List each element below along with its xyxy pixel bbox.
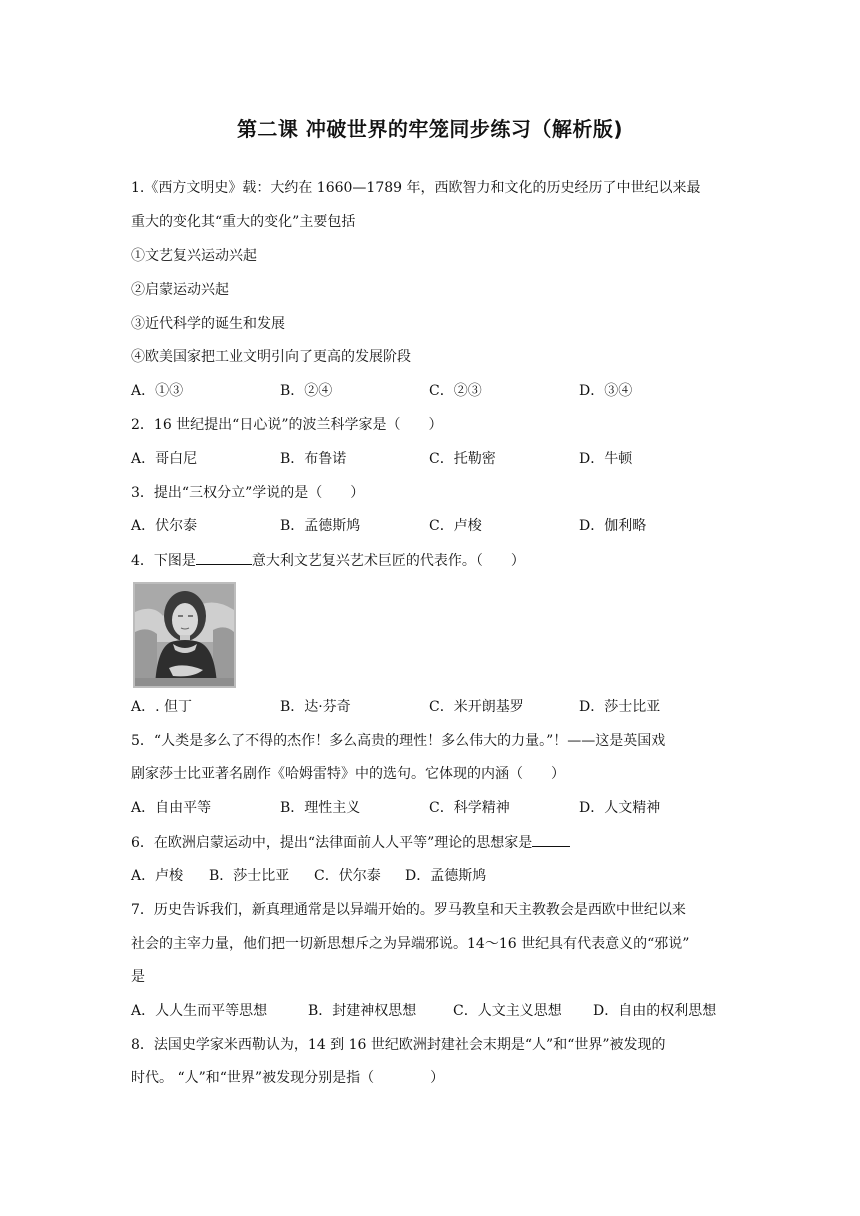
q7-option-a: A．人人生而平等思想 [131,1003,268,1019]
mona-lisa-painting [133,582,236,688]
q4-option-d: D．莎士比亚 [579,699,661,715]
page-title: 第二课 冲破世界的牢笼同步练习（解析版) [236,117,624,141]
q2-option-b: B．布鲁诺 [280,451,347,467]
q3-option-b: B．孟德斯鸠 [280,518,361,534]
q1-option-a: A．①③ [131,383,184,399]
q1-option-c: C．②③ [429,383,482,399]
q7-stem-line3: 是 [131,969,145,985]
q3-option-a: A．伏尔泰 [131,518,198,534]
q6-stem-text: 6．在欧洲启蒙运动中，提出“法律面前人人平等”理论的思想家是 [131,835,533,851]
q8-stem-line1: 8．法国史学家米西勒认为，14 到 16 世纪欧洲封建社会末期是“人”和“世界”被发现的 [131,1037,666,1053]
q8-stem-line2: 时代。 “人”和“世界”被发现分别是指（ ） [131,1070,445,1086]
q4-stem [131,550,525,571]
q5-stem-line2: 剧家莎士比亚著名剧作《哈姆雷特》中的选句。它体现的内涵（ ） [131,766,565,782]
q6-option-a: A．卢梭 [131,868,184,884]
q4-stem-after: 意大利文艺复兴艺术巨匠的代表作。（ ） [251,553,525,569]
q3-option-d: D．伽利略 [579,518,647,534]
q1-item-2: ②启蒙运动兴起 [131,282,229,298]
q7-stem-line2: 社会的主宰力量，他们把一切新思想斥之为异端邪说。14～16 世纪具有代表意义的“邪说” [131,936,690,952]
q1-item-4: ④欧美国家把工业文明引向了更高的发展阶段 [131,349,411,365]
q5-option-d: D．人文精神 [579,800,661,816]
q6-answer-blank [532,832,570,847]
q6-option-d: D．孟德斯鸠 [405,868,487,884]
q1-stem-line2: 重大的变化其“重大的变化”主要包括 [131,214,356,230]
q4-option-c: C．米开朗基罗 [429,699,524,715]
q7-option-c: C．人文主义思想 [453,1003,562,1019]
q6-option-b: B．莎士比亚 [209,868,290,884]
q1-option-d: D．③④ [579,383,633,399]
q4-option-a: A．. 但丁 [131,699,193,715]
q2-option-a: A．哥白尼 [131,451,198,467]
q4-answer-blank [196,550,252,565]
q6-stem [131,832,570,853]
q1-item-1: ①文艺复兴运动兴起 [131,248,257,264]
q5-option-b: B．理性主义 [280,800,361,816]
q7-option-b: B．封建神权思想 [308,1003,417,1019]
q7-option-d: D．自由的权利思想 [593,1003,717,1019]
q5-stem-line1: 5．“人类是多么了不得的杰作！多么高贵的理性！多么伟大的力量。”！——这是英国戏 [131,733,666,749]
q5-option-c: C．科学精神 [429,800,510,816]
q3-stem: 3．提出“三权分立”学说的是（ ） [131,485,365,501]
q4-option-b: B．达·芬奇 [280,699,351,715]
q1-option-b: B．②④ [280,383,333,399]
q2-option-d: D．牛顿 [579,451,633,467]
q4-stem-before: 4．下图是 [131,553,196,569]
q1-item-3: ③近代科学的诞生和发展 [131,316,285,332]
q2-stem: 2．16 世纪提出“日心说”的波兰科学家是（ ） [131,417,443,433]
q7-stem-line1: 7．历史告诉我们，新真理通常是以异端开始的。罗马教皇和天主教教会是西欧中世纪以来 [131,902,686,918]
q5-option-a: A．自由平等 [131,800,212,816]
q6-option-c: C．伏尔泰 [314,868,381,884]
q2-option-c: C．托勒密 [429,451,496,467]
q3-option-c: C．卢梭 [429,518,482,534]
q1-stem-line1: 1.《西方文明史》载：大约在 1660—1789 年，西欧智力和文化的历史经历了中世纪以来最 [131,180,701,196]
